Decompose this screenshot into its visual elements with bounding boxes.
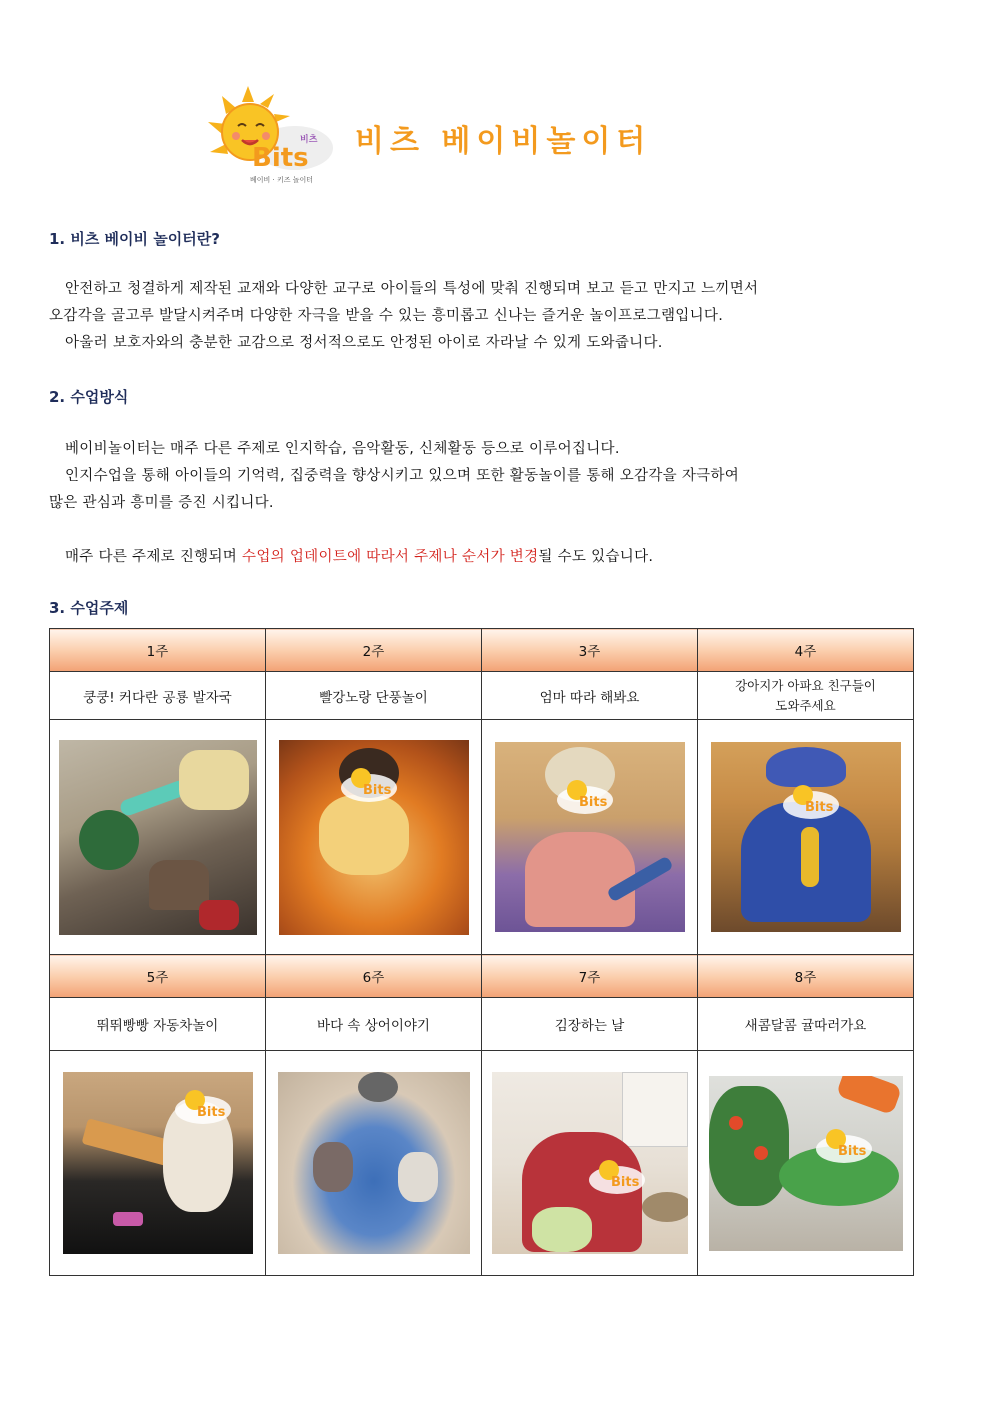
topic-label: 김장하는 날 bbox=[482, 998, 698, 1051]
topic-row bbox=[50, 672, 914, 720]
topic-label bbox=[698, 672, 914, 720]
paragraph-line: 인지수업을 통해 아이들의 기억력, 집중력을 향상시키고 있으며 또한 활동놀이를 통해 오감각을 자극하여 bbox=[65, 468, 740, 484]
photo-row bbox=[50, 720, 914, 955]
week-label: 6주 bbox=[266, 955, 482, 998]
topic-label: 엄마 따라 해봐요 bbox=[482, 672, 698, 720]
section-2-notice bbox=[49, 544, 929, 571]
photo-cell bbox=[698, 1051, 914, 1276]
svg-text:Bits: Bits bbox=[196, 1105, 225, 1120]
photo-row bbox=[50, 1051, 914, 1276]
notice-text: 매주 다른 주제로 진행되며 bbox=[65, 549, 243, 565]
photo-cell bbox=[698, 720, 914, 955]
topic-row bbox=[50, 998, 914, 1051]
week-label: 3주 bbox=[482, 629, 698, 672]
photo-cell bbox=[266, 1051, 482, 1276]
topic-label: 빨강노랑 단풍놀이 bbox=[266, 672, 482, 720]
photo-cell bbox=[482, 720, 698, 955]
bits-logo bbox=[200, 78, 335, 188]
activity-photo bbox=[709, 1076, 903, 1251]
paragraph-line: 아울러 보호자와의 충분한 교감으로 정서적으로도 안정된 아이로 자라날 수 있게 도와줍니다. bbox=[65, 335, 663, 351]
activity-photo bbox=[63, 1072, 253, 1254]
section-2-body bbox=[49, 436, 929, 517]
svg-text:Bits: Bits bbox=[578, 795, 607, 810]
bits-watermark-icon bbox=[814, 1121, 874, 1165]
activity-photo bbox=[492, 1072, 688, 1254]
svg-text:베이비 · 키즈 놀이터: 베이비 · 키즈 놀이터 bbox=[250, 176, 313, 184]
topic-label: 바다 속 상어이야기 bbox=[266, 998, 482, 1051]
page-title: 비츠 베이비놀이터 bbox=[355, 124, 652, 159]
svg-text:Bits: Bits bbox=[362, 782, 391, 798]
svg-text:Bits: Bits bbox=[610, 1175, 639, 1190]
page-header bbox=[200, 78, 700, 198]
week-label: 1주 bbox=[50, 629, 266, 672]
svg-text:Bits: Bits bbox=[837, 1143, 866, 1159]
topic-line: 강아지가 아파요 친구들이 bbox=[735, 677, 876, 693]
paragraph-line: 안전하고 청결하게 제작된 교재와 다양한 교구로 아이들의 특성에 맞춰 진행되며 보고 듣고 만지고 느끼면서 bbox=[65, 281, 759, 297]
photo-cell bbox=[50, 720, 266, 955]
week-header-row bbox=[50, 955, 914, 998]
activity-photo bbox=[59, 740, 257, 935]
paragraph-line: 오감각을 골고루 발달시켜주며 다양한 자극을 받을 수 있는 흥미롭고 신나는 즐거운 놀이프로그램입니다. bbox=[49, 308, 724, 324]
week-label: 5주 bbox=[50, 955, 266, 998]
photo-cell bbox=[50, 1051, 266, 1276]
week-label: 8주 bbox=[698, 955, 914, 998]
week-label: 4주 bbox=[698, 629, 914, 672]
section-1-heading: 1. 비츠 베이비 놀이터란? bbox=[49, 230, 220, 248]
notice-highlight: 수업의 업데이트에 따라서 주제나 순서가 변경 bbox=[242, 549, 539, 565]
notice-text: 될 수도 있습니다. bbox=[538, 549, 654, 565]
week-label: 2주 bbox=[266, 629, 482, 672]
bits-watermark-icon bbox=[339, 760, 399, 804]
activity-photo bbox=[279, 740, 469, 935]
topic-label: 뛰뛰빵빵 자동차놀이 bbox=[50, 998, 266, 1051]
activity-photo bbox=[711, 742, 901, 932]
topic-label: 쿵쿵! 커다란 공룡 발자국 bbox=[50, 672, 266, 720]
paragraph-line: 많은 관심과 흥미를 증진 시킵니다. bbox=[49, 495, 274, 511]
week-header-row bbox=[50, 629, 914, 672]
bits-watermark-icon bbox=[555, 772, 615, 816]
photo-cell bbox=[482, 1051, 698, 1276]
photo-cell bbox=[266, 720, 482, 955]
svg-text:Bits: Bits bbox=[804, 800, 833, 815]
topic-line: 도와주세요 bbox=[775, 697, 836, 713]
section-3-heading: 3. 수업주제 bbox=[49, 599, 129, 617]
sun-logo-icon bbox=[200, 78, 335, 188]
section-1-body bbox=[49, 276, 929, 357]
paragraph-line: 베이비놀이터는 매주 다른 주제로 인지학습, 음악활동, 신체활동 등으로 이루어집니다. bbox=[65, 441, 620, 457]
section-2-heading: 2. 수업방식 bbox=[49, 388, 129, 406]
activity-photo bbox=[495, 742, 685, 932]
topic-label: 새콤달콤 귤따러가요 bbox=[698, 998, 914, 1051]
bits-watermark-icon bbox=[587, 1152, 647, 1196]
bits-watermark-icon bbox=[781, 777, 841, 821]
activity-photo bbox=[278, 1072, 470, 1254]
svg-text:Bits: Bits bbox=[252, 143, 309, 173]
bits-watermark-icon bbox=[173, 1082, 233, 1126]
curriculum-table bbox=[49, 628, 914, 1276]
svg-text:비츠: 비츠 bbox=[300, 135, 318, 145]
week-label: 7주 bbox=[482, 955, 698, 998]
